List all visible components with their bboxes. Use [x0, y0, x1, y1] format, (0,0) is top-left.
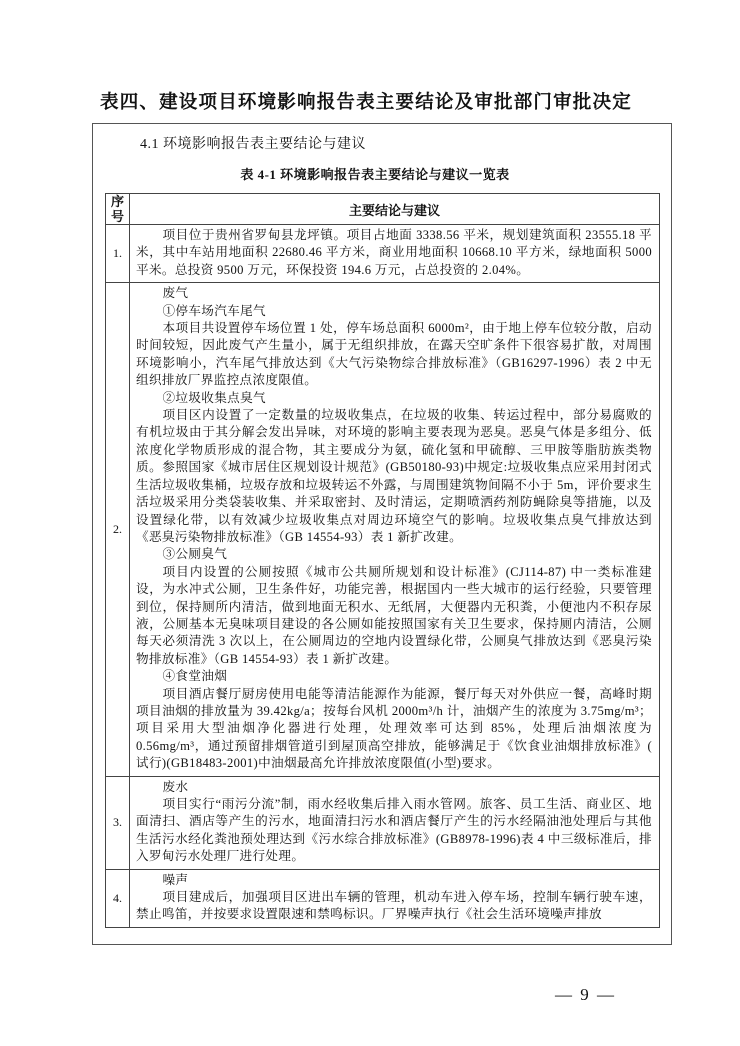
- row-number: 4.: [106, 869, 130, 927]
- paragraph-heading: ③公厕臭气: [162, 547, 228, 562]
- paragraph: 本项目共设置停车场位置 1 处，停车场总面积 6000m²，由于地上停车位较分散，启动时间较短，因此废气产生量小，属于无组织排放，在露天空旷条件下很容易扩散，对周围环境影响小，汽车尾气排放达到《大气污染物综合排放标准》（GB16297-1996）表 2 中无组织排放厂界监控点浓度限值。: [136, 321, 652, 388]
- row-number: 2.: [106, 283, 130, 776]
- row-content: [130, 283, 660, 776]
- paragraph: 项目酒店餐厅厨房使用电能等清洁能源作为能源，餐厅每天对外供应一餐，高峰时期项目油烟的排放量为 39.42kg/a；按每台风机 2000m³/h 计，油烟产生的浓度为 3.75mg/m³；项目采用大型油烟净化器进行处理，处理效率可达到 85%，处理后油烟浓度为 0.56mg/m³，通过预留排烟管道引到屋顶高空排放，能够满足于《饮食业油烟排放标准》( 试行)(GB18483-2001)中油烟最高允许排放浓度限值(小型)要求。: [136, 686, 652, 771]
- paragraph-heading: 噪声: [162, 872, 189, 887]
- page-title: 表四、建设项目环境影响报告表主要结论及审批部门审批决定: [100, 92, 632, 113]
- paragraph-heading: ①停车场汽车尾气: [162, 303, 267, 318]
- paragraph: 项目建成后，加强项目区进出车辆的管理，机动车进入停车场，控制车辆行驶车速，禁止鸣笛，并按要求设置限速和禁鸣标识。厂界噪声执行《社会生活环境噪声排放: [136, 890, 652, 922]
- table-header-row: [106, 194, 660, 225]
- row-content: [130, 225, 660, 283]
- page-number: — 9 —: [555, 985, 616, 1004]
- paragraph: 项目内设置的公厕按照《城市公共厕所规划和设计标准》(CJ114-87) 中一类标准建设，为水冲式公厕，卫生条件好，功能完善，根据国内一些大城市的运行经验，只要管理到位，保持厕所内清洁，做到地面无积水、无纸屑，大便器内无积粪，小便池内不积存尿液，公厕基本无臭味项目建设的各公厕如能按照国家有关卫生要求，保持厕内清洁，公厕每天必须清洗 3 次以上，在公厕周边的空地内设置绿化带，公厕臭气排放达到《恶臭污染物排放标准》（GB 14554-93）表 1 新扩改建。: [136, 564, 652, 666]
- header-content: 主要结论与建议: [130, 194, 660, 225]
- section-heading: 4.1 环境影响报告表主要结论与建议: [140, 137, 366, 152]
- table-row: [106, 869, 660, 927]
- paragraph: 项目位于贵州省罗甸县龙坪镇。项目占地面 3338.56 平米，规划建筑面积 23555.18 平米，其中车站用地面积 22680.46 平方米，商业用地面积 10668.10 平方米，绿地面积 5000 平米。总投资 9500 万元，环保投资 194.6 万元，占总投资的 2.04%。: [136, 228, 652, 277]
- row-number: 3.: [106, 776, 130, 869]
- header-num: 序号: [106, 194, 130, 225]
- conclusions-table: [105, 193, 660, 928]
- paragraph-heading: ②垃圾收集点臭气: [162, 390, 267, 405]
- paragraph-heading: 废气: [162, 286, 189, 301]
- table-caption: 表 4-1 环境影响报告表主要结论与建议一览表: [240, 167, 510, 182]
- row-content: [130, 776, 660, 869]
- row-number: 1.: [106, 225, 130, 283]
- paragraph: 项目实行“雨污分流”制，雨水经收集后排入雨水管网。旅客、员工生活、商业区、地面清扫、酒店等产生的污水，地面清扫污水和酒店餐厅产生的污水经隔油池处理后与其他生活污水经化粪池预处理达到《污水综合排放标准》(GB8978-1996)表 4 中三级标准后，排入罗甸污水处理厂进行处理。: [136, 797, 652, 864]
- table-row: [106, 225, 660, 283]
- paragraph-heading: 废水: [162, 779, 189, 794]
- table-row: [106, 776, 660, 869]
- row-content: [130, 869, 660, 927]
- paragraph: 项目区内设置了一定数量的垃圾收集点，在垃圾的收集、转运过程中，部分易腐败的有机垃圾由于其分解会发出异味，对环境的影响主要表现为恶臭。恶臭气体是多组分、低浓度化学物质形成的混合物，其主要成分为氨，硫化氢和甲硫醇、三甲胺等脂肪族类物质。参照国家《城市居住区规划设计规范》(GB50180-93)中规定:垃圾收集点应采用封闭式生活垃圾收集桶，垃圾存放和垃圾转运不外露，与周围建筑物间隔不小于 5m，评价要求生活垃圾采用分类袋装收集、并采取密封、及时清运，定期喷洒药剂防蝇除臭等措施，以及设置绿化带，以有效减少垃圾收集点对周边环境空气的影响。垃圾收集点臭气排放达到《恶臭污染物排放标准》（GB 14554-93）表 1 新扩改建。: [136, 408, 652, 544]
- table-row: [106, 283, 660, 776]
- paragraph-heading: ④食堂油烟: [162, 669, 228, 684]
